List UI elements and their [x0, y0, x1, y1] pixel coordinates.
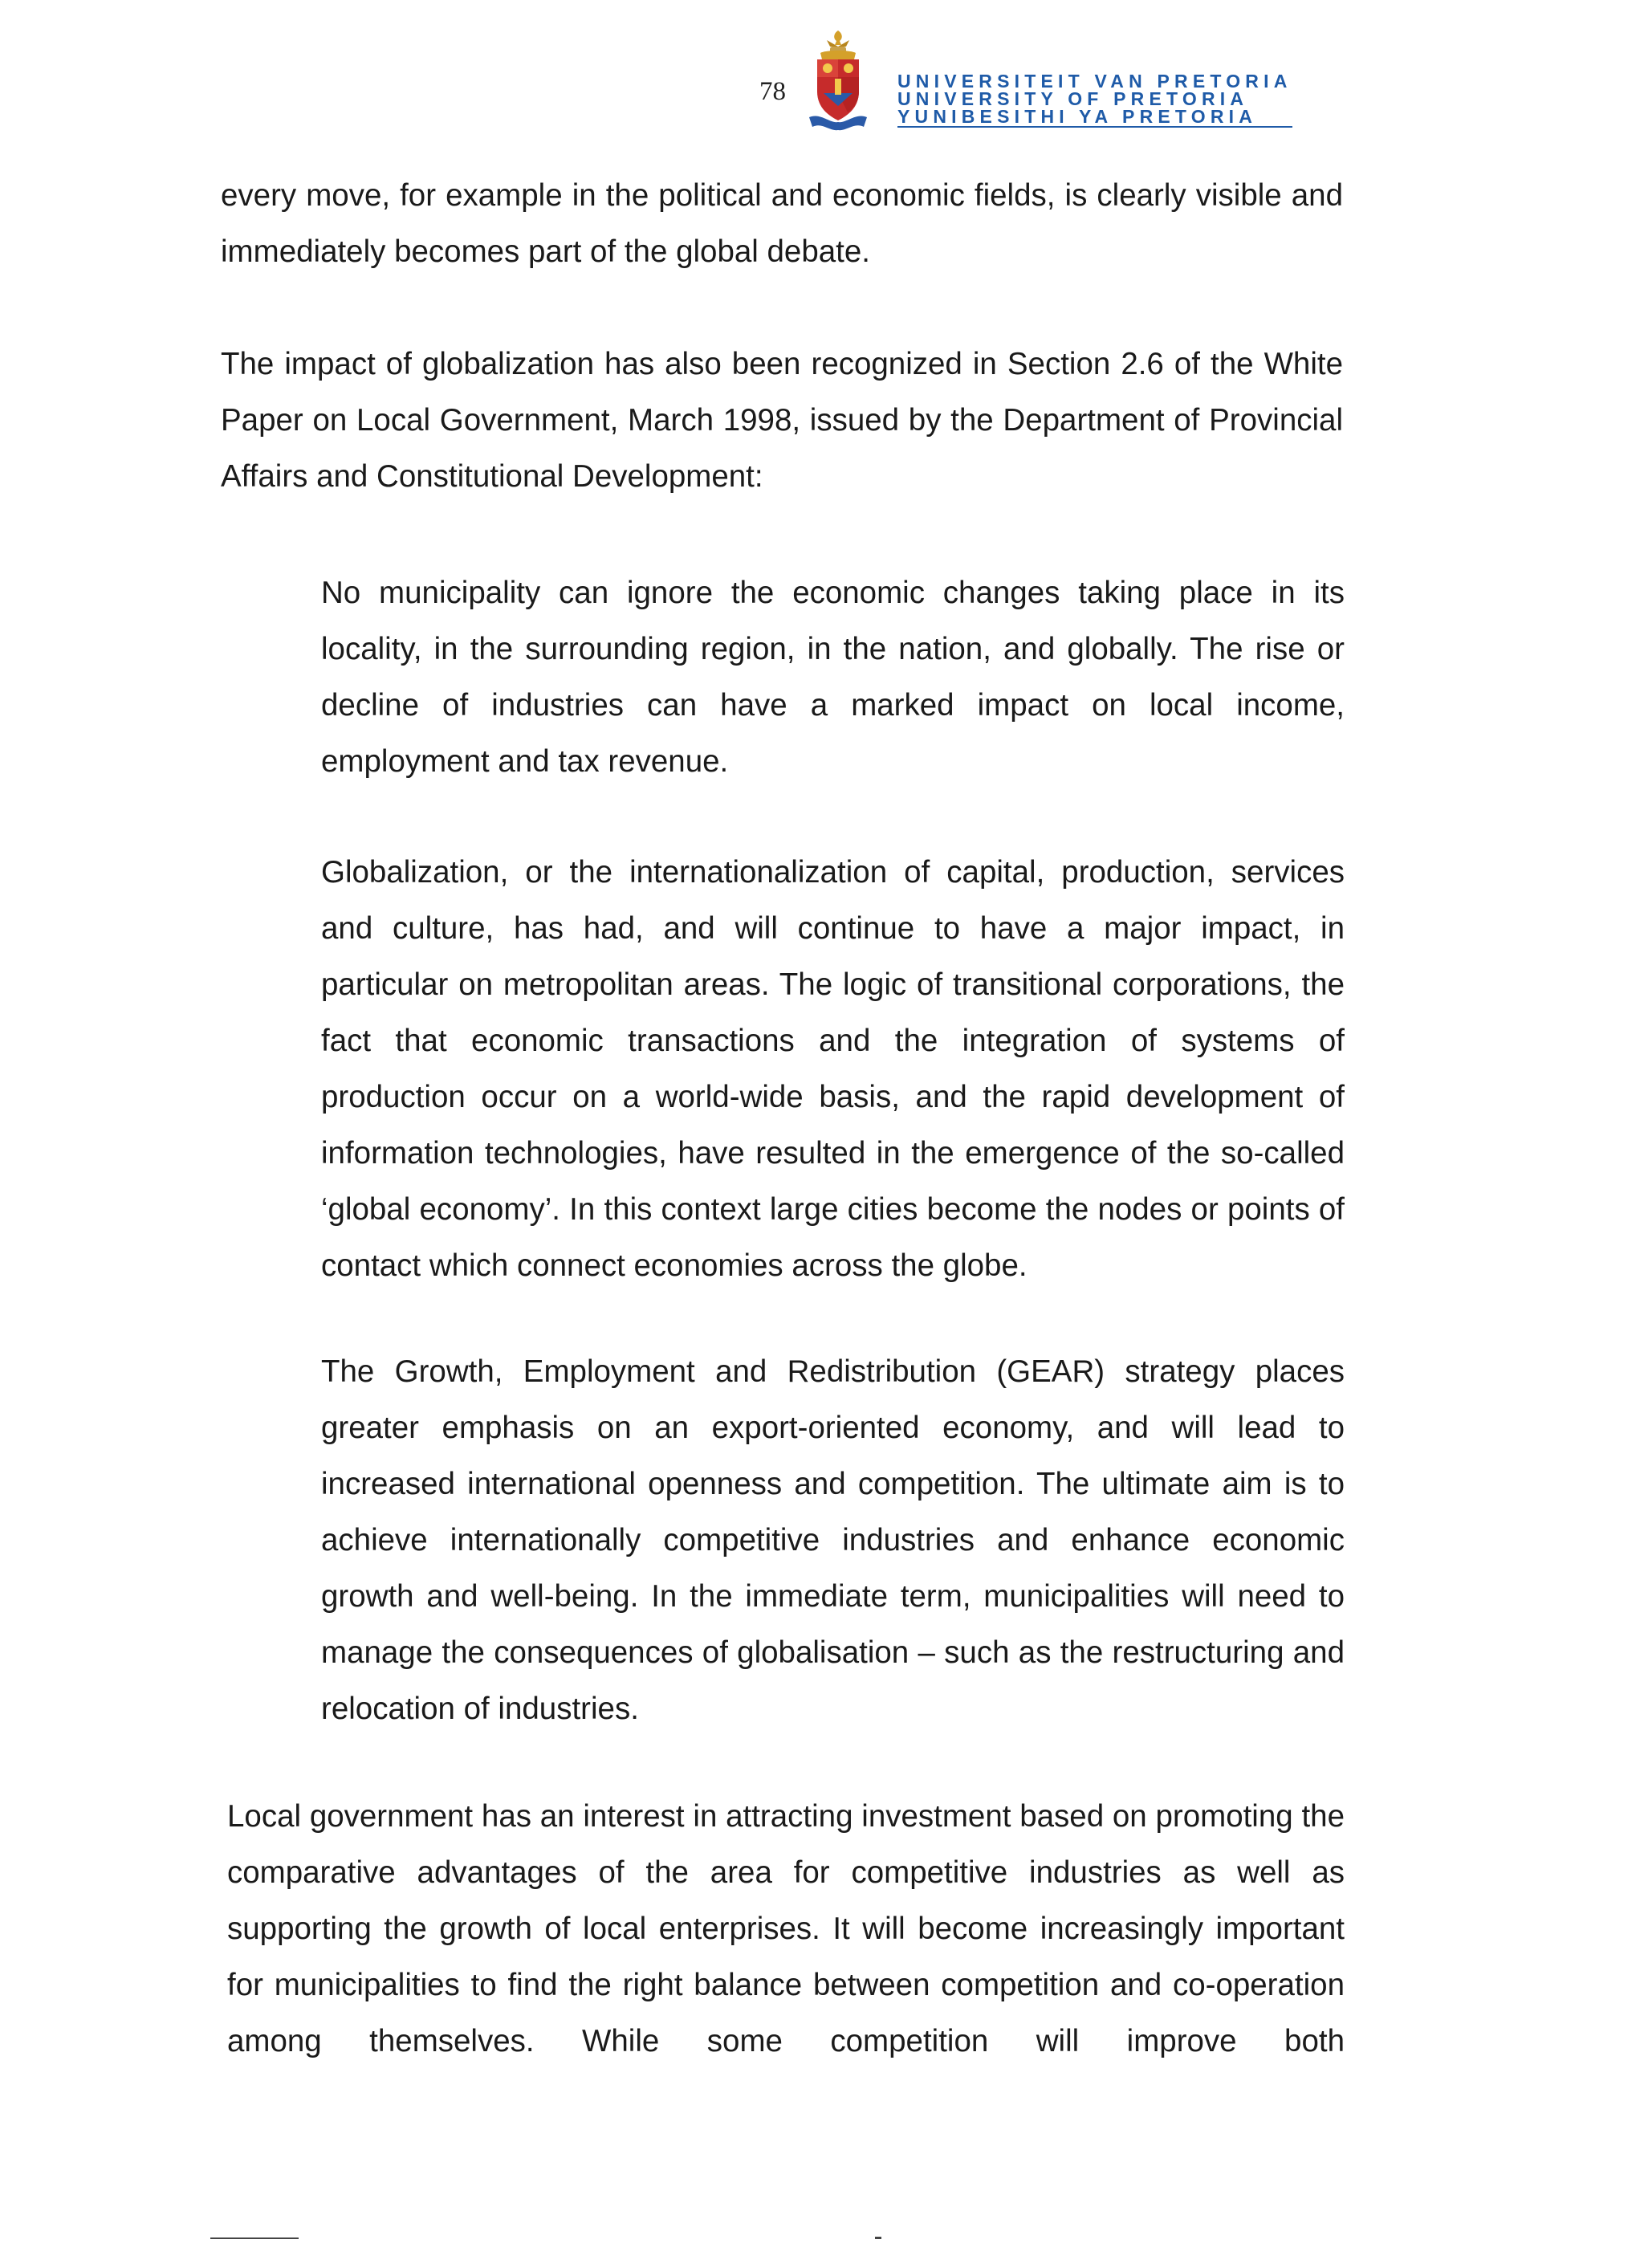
university-crest-icon	[806, 29, 870, 133]
block-quote-3: The Growth, Employment and Redistribution (GEAR) strategy places greater emphasis on an export-oriented economy, and will lead to increased international openness and competition. The ultimate aim is to achieve internationally competitive industries and enhance economic growth and well-being. In the immediate term, municipalities will need to manage the consequences of globalisation – such as the restructuring and relocation of industries.	[321, 1354, 1345, 1726]
block-quote-2: Globalization, or the internationalization of capital, production, services and culture, has had, and will continue to have a major impact, in particular on metropolitan areas. The logic of transitional corporations, the fact that economic transactions and the integration of systems of production occur on a world-wide basis, and the rapid development of information technologies, have resulted in the emergence of the so-called ‘global economy’. In this context large cities become the nodes or points of contact which connect economies across the globe.	[321, 855, 1345, 1283]
university-name-sepedi: YUNIBESITHI YA PRETORIA	[897, 108, 1292, 128]
university-name-english: UNIVERSITY OF PRETORIA	[897, 88, 1249, 109]
page-number: 78	[759, 77, 786, 106]
body-paragraph-1: every move, for example in the political and economic fields, is clearly visible and immediately becomes part of the global debate.	[221, 178, 1343, 269]
body-paragraph-3: Local government has an interest in attracting investment based on promoting the comparative advantages of the area for competitive industries as well as supporting the growth of local enterprises. It will become increasingly important for municipalities to find the right balance between competition and co-operation among themselves. While some competition will improve both	[227, 1799, 1345, 2058]
university-name-block	[897, 72, 1292, 128]
university-name-afrikaans: UNIVERSITEIT VAN PRETORIA	[897, 71, 1292, 92]
scan-artifact-line	[210, 2237, 299, 2239]
body-paragraph-2: The impact of globalization has also been recognized in Section 2.6 of the White Paper on Local Government, March 1998, issued by the Department of Provincial Affairs and Constitutional Development:	[221, 347, 1343, 494]
scan-artifact-dot	[875, 2237, 881, 2239]
block-quote-1: No municipality can ignore the economic changes taking place in its locality, in the surrounding region, in the nation, and globally. The rise or decline of industries can have a marked impact on local income, employment and tax revenue.	[321, 576, 1345, 779]
